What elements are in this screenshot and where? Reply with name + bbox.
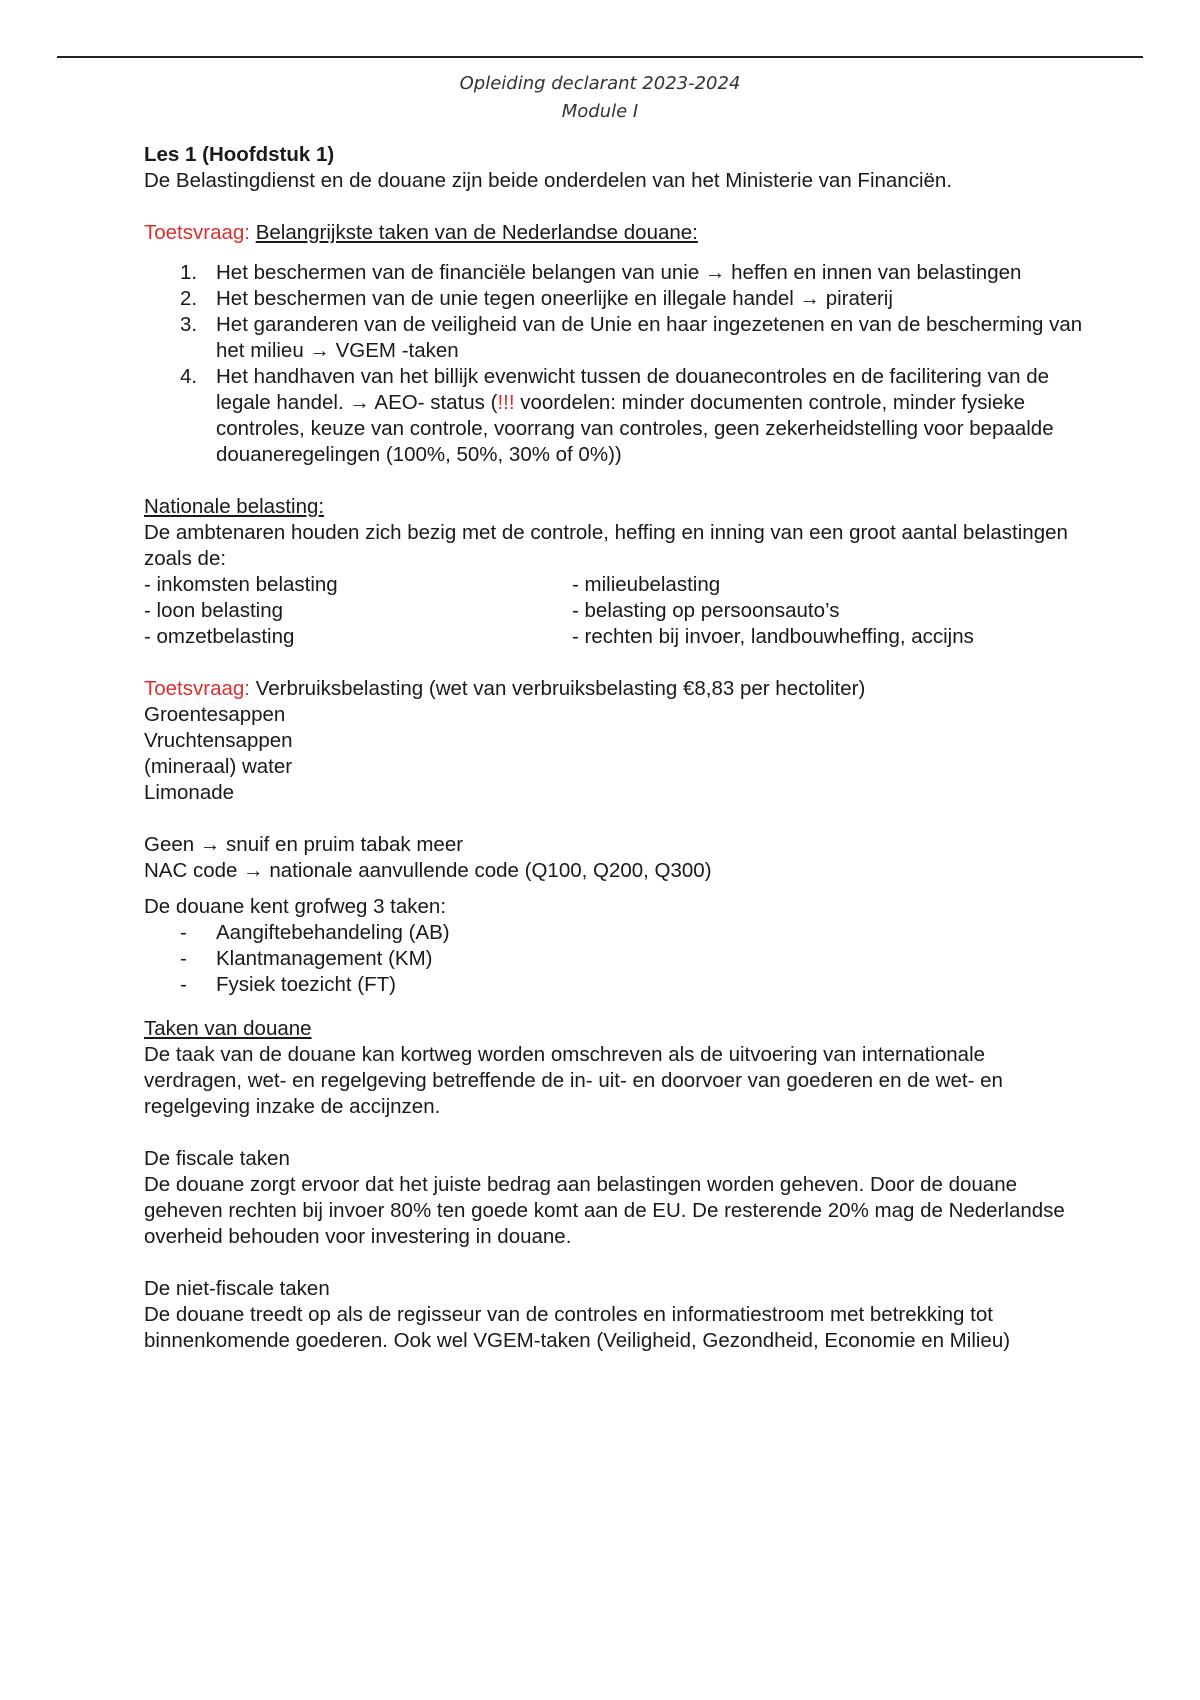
header-rule bbox=[57, 56, 1143, 58]
document-body bbox=[144, 142, 1084, 1354]
niet-fiscale-taken-text: De douane treedt op als de regisseur van de controles en informatiestroom met betrekking tot binnenkomende goederen. Ook wel VGEM-taken (Veiligheid, Gezondheid, Economie en Milieu) bbox=[144, 1303, 1011, 1352]
belasting-right-column bbox=[572, 572, 1084, 650]
fiscale-taken-text: De douane zorgt ervoor dat het juiste bedrag aan belastingen worden geheven. Door de douane geheven rechten bij invoer 80% ten goede komt aan de EU. De resterende 20% mag de Nederlandse overheid behouden voor investering in douane. bbox=[144, 1173, 1065, 1248]
list-item: - Klantmanagement (KM) bbox=[180, 947, 433, 970]
list-item: - rechten bij invoer, landbouwheffing, accijns bbox=[572, 625, 974, 648]
nationale-belasting-heading: Nationale belasting: bbox=[144, 495, 325, 518]
taken-list bbox=[144, 920, 1084, 998]
toets-label: Toetsvraag: bbox=[144, 221, 250, 244]
toets-question-1 bbox=[144, 220, 1084, 246]
nationale-belasting-intro: De ambtenaren houden zich bezig met de controle, heffing en inning van een groot aantal belastingen zoals de: bbox=[144, 521, 1068, 570]
note-line: Geen → snuif en pruim tabak meer bbox=[144, 833, 464, 856]
toets-label: Toetsvraag: bbox=[144, 677, 250, 700]
header-module: Module I bbox=[561, 101, 639, 122]
toets-question-text: Belangrijkste taken van de Nederlandse douane: bbox=[255, 221, 698, 244]
lesson-title: Les 1 (Hoofdstuk 1) bbox=[144, 143, 335, 166]
taken-douane-heading: Taken van douane bbox=[144, 1017, 312, 1040]
list-item: - omzetbelasting bbox=[144, 625, 295, 648]
list-item: - Fysiek toezicht (FT) bbox=[180, 973, 396, 996]
niet-fiscale-taken-heading: De niet-fiscale taken bbox=[144, 1277, 330, 1300]
header-course: Opleiding declarant 2023-2024 bbox=[459, 73, 741, 94]
list-item: 3. Het garanderen van de veiligheid van de Unie en haar ingezetenen en van de bescherming van het milieu → VGEM -taken bbox=[180, 313, 1083, 362]
taken-douane-text: De taak van de douane kan kortweg worden omschreven als de uitvoering van internationale verdragen, wet- en regelgeving betreffende de in- uit- en doorvoer van goederen en de wet- en regelgeving inzake de accijnzen. bbox=[144, 1043, 1003, 1118]
fiscale-taken-heading: De fiscale taken bbox=[144, 1147, 290, 1170]
douane-tasks-list bbox=[144, 260, 1084, 468]
list-item: (mineraal) water bbox=[144, 755, 293, 778]
toets-question-text: Verbruiksbelasting (wet van verbruiksbelasting €8,83 per hectoliter) bbox=[249, 677, 866, 700]
toets-question-2 bbox=[144, 676, 1084, 702]
list-item: Vruchtensappen bbox=[144, 729, 293, 752]
belasting-left-column bbox=[144, 572, 572, 650]
list-item: - belasting op persoonsauto’s bbox=[572, 599, 840, 622]
list-item: - milieubelasting bbox=[572, 573, 721, 596]
page-header bbox=[0, 70, 1200, 126]
lesson-intro: De Belastingdienst en de douane zijn beide onderdelen van het Ministerie van Financiën. bbox=[144, 169, 953, 192]
belasting-columns bbox=[144, 572, 1084, 650]
list-item: Groentesappen bbox=[144, 703, 286, 726]
list-item: 2. Het beschermen van de unie tegen oneerlijke en illegale handel → piraterij bbox=[180, 287, 893, 310]
list-item: - inkomsten belasting bbox=[144, 573, 338, 596]
list-item: - Aangiftebehandeling (AB) bbox=[180, 921, 450, 944]
taken-intro: De douane kent grofweg 3 taken: bbox=[144, 895, 447, 918]
alert-marks: !!! bbox=[497, 391, 515, 414]
list-item: Limonade bbox=[144, 781, 235, 804]
list-item: - loon belasting bbox=[144, 599, 284, 622]
list-item: 1. Het beschermen van de financiële belangen van unie → heffen en innen van belastingen bbox=[180, 261, 1022, 284]
list-item: 4. Het handhaven van het billijk evenwicht tussen de douanecontroles en de facilitering van de legale handel. → AEO- status (!!! voordelen: minder documenten controle, minder fysieke controles, keuze van controle, voorrang van controles, geen zekerheidstelling voor bepaalde douaneregelingen (100%, 50%, 30% of 0%)) bbox=[180, 365, 1054, 466]
note-line: NAC code → nationale aanvullende code (Q100, Q200, Q300) bbox=[144, 859, 712, 882]
